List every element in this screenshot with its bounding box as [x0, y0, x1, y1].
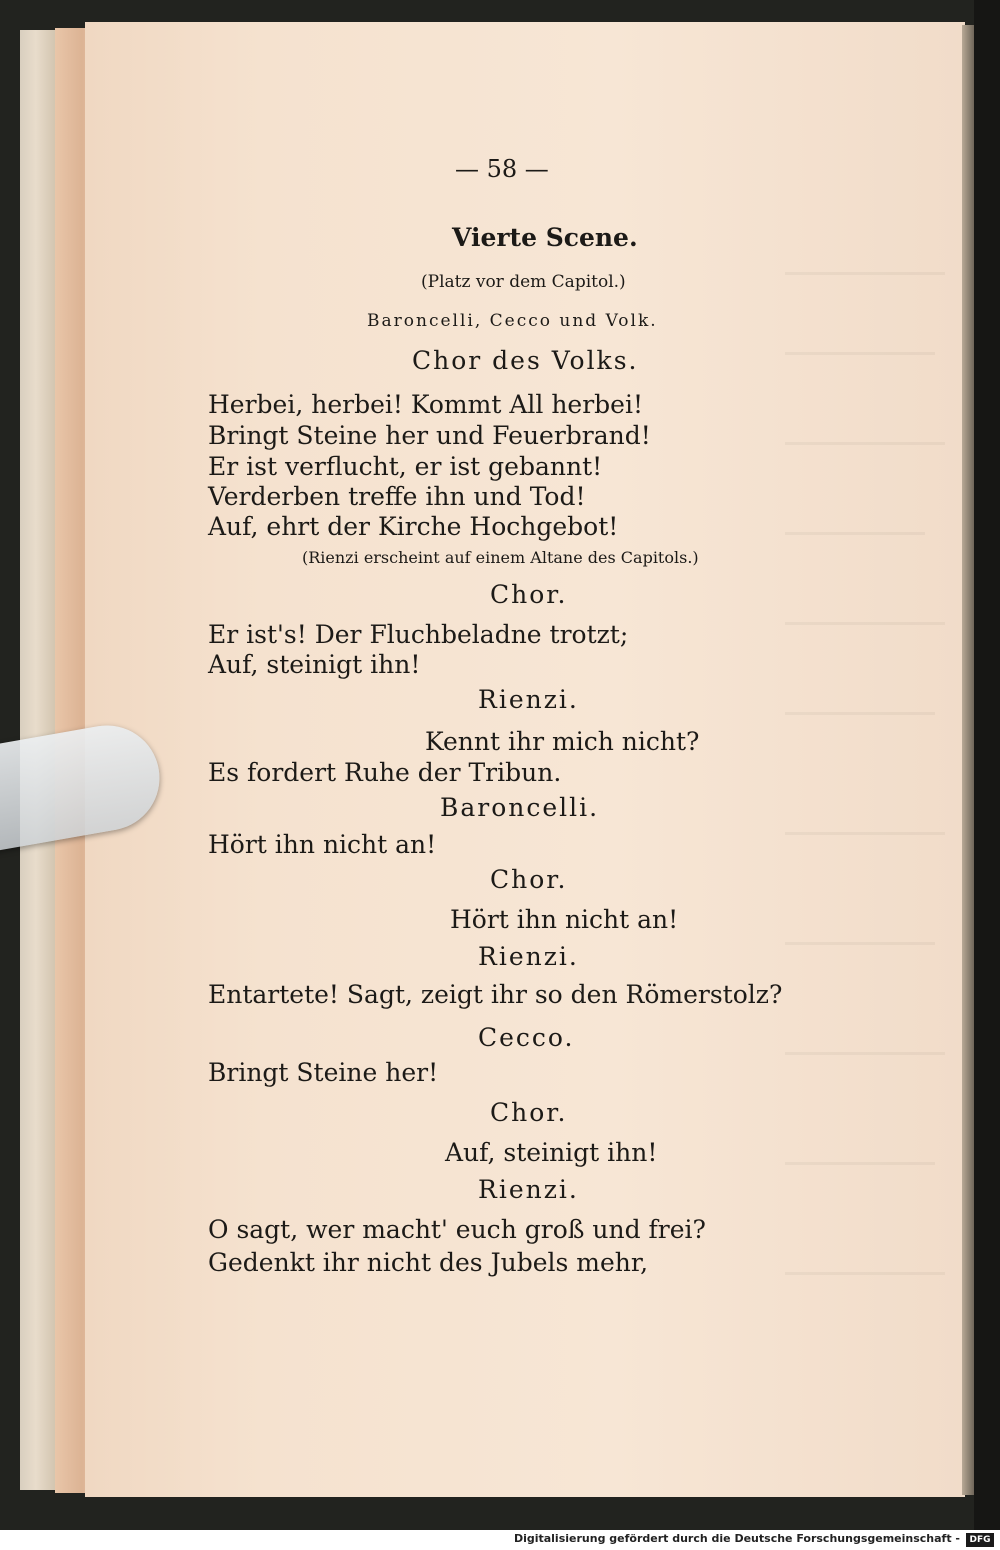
scene-title: Vierte Scene. — [452, 223, 638, 252]
verse-line: Kennt ihr mich nicht? — [425, 727, 700, 756]
verse-line: Bringt Steine her und Feuerbrand! — [208, 421, 651, 450]
verse-line: Auf, steinigt ihn! — [208, 650, 421, 679]
show-through-line — [785, 1052, 945, 1055]
verse-line: Gedenkt ihr nicht des Jubels mehr, — [208, 1248, 649, 1277]
show-through-line — [785, 532, 925, 535]
verse-line: Auf, ehrt der Kirche Hochgebot! — [208, 512, 619, 541]
show-through-line — [785, 1272, 945, 1275]
footer-bar — [0, 1530, 1000, 1550]
show-through-line — [785, 1162, 935, 1165]
show-through-line — [785, 272, 945, 275]
stage-direction: (Rienzi erscheint auf einem Altane des Capitols.) — [302, 548, 699, 567]
speaker-label: Chor. — [490, 580, 568, 609]
show-through-line — [785, 622, 945, 625]
verse-line: Hört ihn nicht an! — [450, 905, 679, 934]
page-number: — 58 — — [455, 155, 549, 183]
show-through-line — [785, 942, 935, 945]
verse-line: Er ist's! Der Fluchbeladne trotzt; — [208, 620, 629, 649]
verse-line: Entartete! Sagt, zeigt ihr so den Römerstolz? — [208, 980, 783, 1009]
speaker-label: Cecco. — [478, 1023, 575, 1052]
book-right-edge — [962, 25, 974, 1495]
verse-line: Bringt Steine her! — [208, 1058, 439, 1087]
show-through-line — [785, 352, 935, 355]
speaker-label: Baroncelli. — [440, 793, 600, 822]
speaker-label: Chor. — [490, 1098, 568, 1127]
verse-line: Hört ihn nicht an! — [208, 830, 437, 859]
verse-line: Auf, steinigt ihn! — [445, 1138, 658, 1167]
show-through-line — [785, 442, 945, 445]
stage-setting: (Platz vor dem Capitol.) — [421, 272, 626, 292]
show-through-line — [785, 832, 945, 835]
verse-line: O sagt, wer macht' euch groß und frei? — [208, 1215, 706, 1244]
speaker-label: Rienzi. — [478, 942, 579, 971]
verse-line: Herbei, herbei! Kommt All herbei! — [208, 390, 644, 419]
dfg-logo: DFG — [966, 1533, 994, 1547]
verse-line: Er ist verflucht, er ist gebannt! — [208, 452, 603, 481]
speaker-label: Rienzi. — [478, 685, 579, 714]
show-through-line — [785, 712, 935, 715]
speaker-label: Chor des Volks. — [412, 346, 639, 375]
verse-line: Es fordert Ruhe der Tribun. — [208, 758, 562, 787]
character-list: Baroncelli, Cecco und Volk. — [367, 311, 658, 331]
funding-notice: Digitalisierung gefördert durch die Deutsche Forschungsgemeinschaft - — [513, 1532, 960, 1545]
scan-border — [974, 0, 1000, 1530]
speaker-label: Rienzi. — [478, 1175, 579, 1204]
speaker-label: Chor. — [490, 865, 568, 894]
verse-line: Verderben treffe ihn und Tod! — [208, 482, 586, 511]
